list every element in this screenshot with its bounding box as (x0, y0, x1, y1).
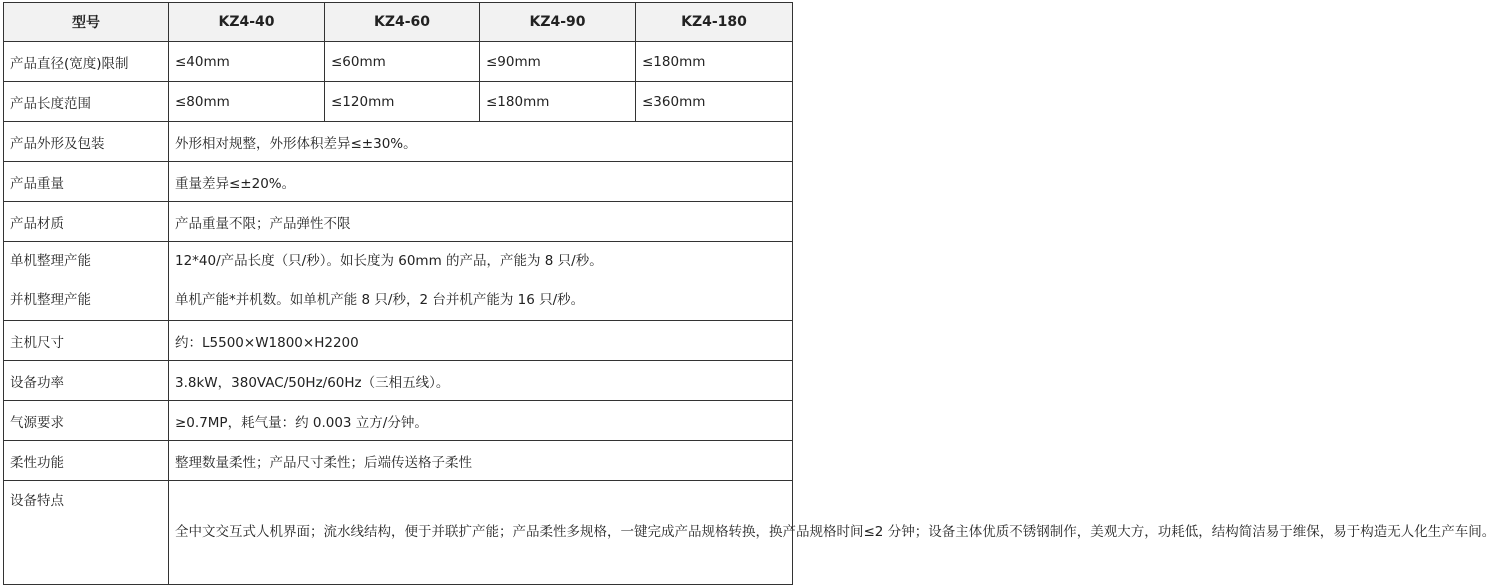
table-row (4, 441, 793, 481)
table-cell: 外形相对规整，外形体积差异≤±30%。 (169, 122, 793, 162)
table-row (4, 122, 793, 162)
row-label: 产品直径(宽度)限制 (4, 42, 169, 82)
header-model: 型号 (4, 3, 169, 42)
header-kz4-60: KZ4-60 (325, 3, 480, 42)
row-label (4, 242, 169, 321)
table-cell: ≤120mm (325, 82, 480, 122)
header-kz4-180: KZ4-180 (636, 3, 793, 42)
table-cell (169, 242, 793, 321)
table-row (4, 202, 793, 242)
row-label: 设备功率 (4, 361, 169, 401)
spec-table (3, 2, 1495, 585)
capacity-single-label: 单机整理产能 (10, 253, 91, 269)
header-row (4, 3, 793, 42)
capacity-parallel-label: 并机整理产能 (10, 292, 91, 308)
table-row (4, 361, 793, 401)
row-label: 产品外形及包装 (4, 122, 169, 162)
row-label: 产品长度范围 (4, 82, 169, 122)
table-cell: ≤60mm (325, 42, 480, 82)
header-kz4-40: KZ4-40 (169, 3, 325, 42)
table-row (4, 42, 793, 82)
capacity-single-value: 12*40/产品长度（只/秒）。如长度为 60mm 的产品，产能为 8 只/秒。 (175, 253, 603, 269)
capacity-parallel-value: 单机产能*并机数。如单机产能 8 只/秒，2 台并机产能为 16 只/秒。 (175, 292, 585, 308)
table-cell: 约：L5500×W1800×H2200 (169, 321, 793, 361)
table-cell: 全中文交互式人机界面；流水线结构，便于并联扩产能；产品柔性多规格，一键完成产品规格转换，换产品规格时间≤2 分钟；设备主体优质不锈钢制作，美观大方，功耗低，结构简洁易于维保，易于构造无人化生产车间。 (169, 481, 793, 585)
table-row (4, 242, 793, 321)
row-label: 气源要求 (4, 401, 169, 441)
table-cell: 产品重量不限；产品弹性不限 (169, 202, 793, 242)
table-row (4, 321, 793, 361)
table-row (4, 481, 793, 585)
table-cell: ≤180mm (480, 82, 636, 122)
table-cell: ≤80mm (169, 82, 325, 122)
table-cell: 整理数量柔性；产品尺寸柔性；后端传送格子柔性 (169, 441, 793, 481)
table-cell: ≤90mm (480, 42, 636, 82)
table-cell: ≤360mm (636, 82, 793, 122)
table-cell: ≥0.7MP，耗气量：约 0.003 立方/分钟。 (169, 401, 793, 441)
table-cell: ≤40mm (169, 42, 325, 82)
table-cell: ≤180mm (636, 42, 793, 82)
row-label: 设备特点 (4, 481, 169, 585)
row-label: 主机尺寸 (4, 321, 169, 361)
row-label: 产品重量 (4, 162, 169, 202)
row-label: 产品材质 (4, 202, 169, 242)
table-cell: 3.8kW，380VAC/50Hz/60Hz（三相五线）。 (169, 361, 793, 401)
table-row (4, 82, 793, 122)
row-label: 柔性功能 (4, 441, 169, 481)
header-kz4-90: KZ4-90 (480, 3, 636, 42)
table-row (4, 162, 793, 202)
table-cell: 重量差异≤±20%。 (169, 162, 793, 202)
table-row (4, 401, 793, 441)
